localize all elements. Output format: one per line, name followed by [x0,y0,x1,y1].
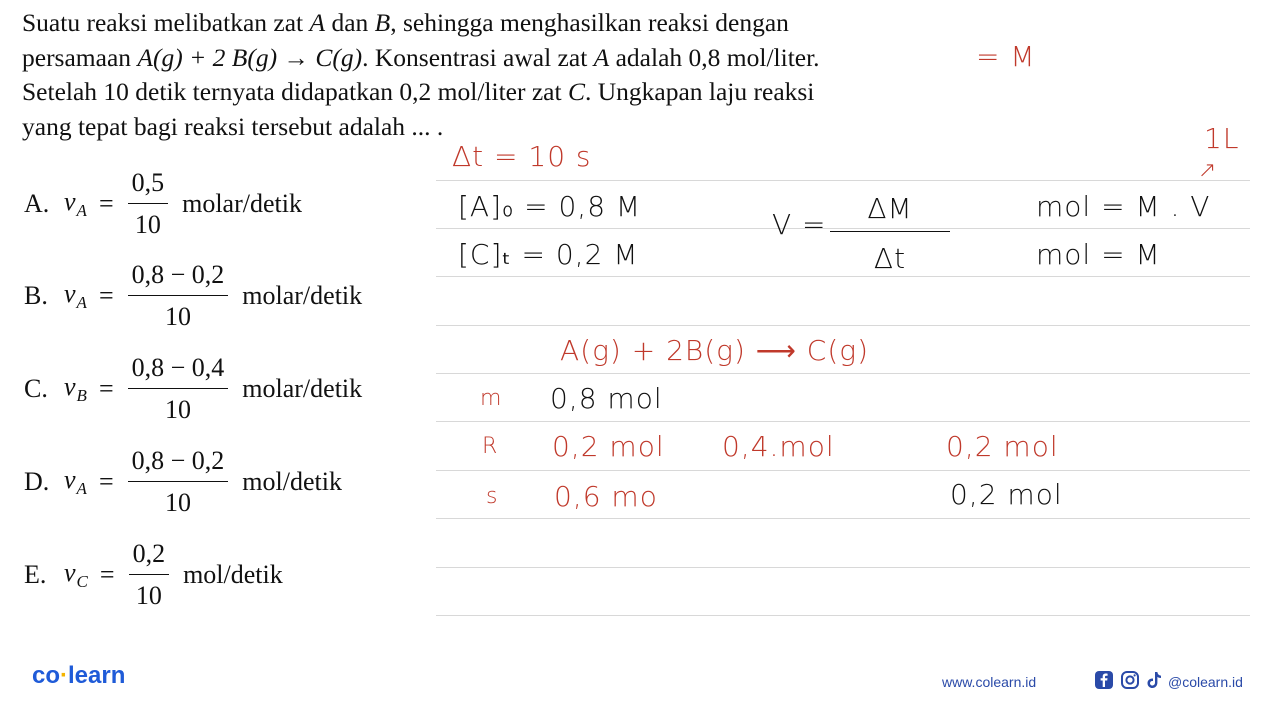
note-rate-fraction: $\frac{\Delta M}{\Delta t}$ [830,192,950,275]
ruled-line [436,180,1250,181]
note-mol2: mol = M [1036,238,1161,271]
facebook-icon[interactable] [1094,670,1114,690]
note-row-r-c: 0,2 mol [946,430,1059,463]
question-line-2: persamaan A(g) + 2 B(g) → C(g). Konsentrasi awal zat A adalah 0,8 mol/liter. [22,42,820,72]
note-delta-t: Δt = 10 s [452,140,592,173]
option-c[interactable]: C. $v_B$ = $\frac{0,8 - 0,4}{10}$ molar/detik [24,349,362,429]
note-a0: [A]₀ = 0,8 M [458,190,642,223]
note-row-r-label: R [482,434,499,459]
ruled-line [436,470,1250,471]
note-v-lhs: V = [772,208,827,241]
option-d[interactable]: D. $v_A$ = $\frac{0,8 - 0,2}{10}$ mol/detik [24,442,342,522]
note-row-s-c: 0,2 mol [950,478,1063,511]
note-row-m-label: m [480,386,503,411]
note-one-liter: 1L [1204,122,1240,155]
note-row-r-b: 0,4.mol [722,430,835,463]
option-b[interactable]: B. $v_A$ = $\frac{0,8 - 0,2}{10}$ molar/detik [24,256,362,336]
arrow-icon: ↗ [1198,158,1218,183]
question-line-1: Suatu reaksi melibatkan zat A dan B, sehingga menghasilkan reaksi dengan [22,8,789,37]
fraction: $\frac{0,8 - 0,4}{10}$ [128,351,229,427]
website-link[interactable]: www.colearn.id [942,674,1037,690]
option-e[interactable]: E. $v_C$ = $\frac{0,2}{10}$ mol/detik [24,535,283,615]
instagram-icon[interactable] [1120,670,1140,690]
fraction: $\frac{0,8 - 0,2}{10}$ [128,258,229,334]
social-handle[interactable]: @colearn.id [1168,674,1243,690]
question-text [22,6,982,144]
unit: mol/detik [242,467,342,496]
question-line-4: yang tepat bagi reaksi tersebut adalah ... . [22,111,444,141]
note-row-m-a: 0,8 mol [550,382,663,415]
ruled-line [436,276,1250,277]
ruled-line [436,615,1250,616]
note-reaction: A(g) + 2B(g) ⟶ C(g) [560,334,870,367]
option-a[interactable]: A. $v_A$ = $\frac{0,5}{10}$ molar/detik [24,164,302,244]
unit: molar/detik [182,189,302,218]
unit: molar/detik [242,281,363,310]
reaction-equation: A(g) + 2 B(g) → C(g) [137,42,363,72]
note-ct: [C]ₜ = 0,2 M [458,238,639,271]
unit: molar/detik [242,374,363,403]
fraction: $\frac{0,8 - 0,2}{10}$ [128,444,229,520]
tiktok-icon[interactable] [1144,670,1164,690]
ruled-line [436,421,1250,422]
colearn-logo[interactable]: co·learn [32,662,126,689]
note-row-r-a: 0,2 mol [552,430,665,463]
unit: mol/detik [183,560,283,589]
ruled-line [436,518,1250,519]
ruled-line [436,373,1250,374]
fraction: $\frac{0,2}{10}$ [129,537,170,613]
ruled-line [436,567,1250,568]
note-row-s-label: s [486,484,499,509]
note-row-s-a: 0,6 mo [554,480,658,513]
question-line-3: Setelah 10 detik ternyata didapatkan 0,2 mol/liter zat C. Ungkapan laju reaksi [22,77,815,106]
note-equals-m: = M [976,40,1036,73]
ruled-line [436,325,1250,326]
note-mol1: mol = M . V [1036,190,1211,223]
fraction: $\frac{0,5}{10}$ [128,166,169,242]
